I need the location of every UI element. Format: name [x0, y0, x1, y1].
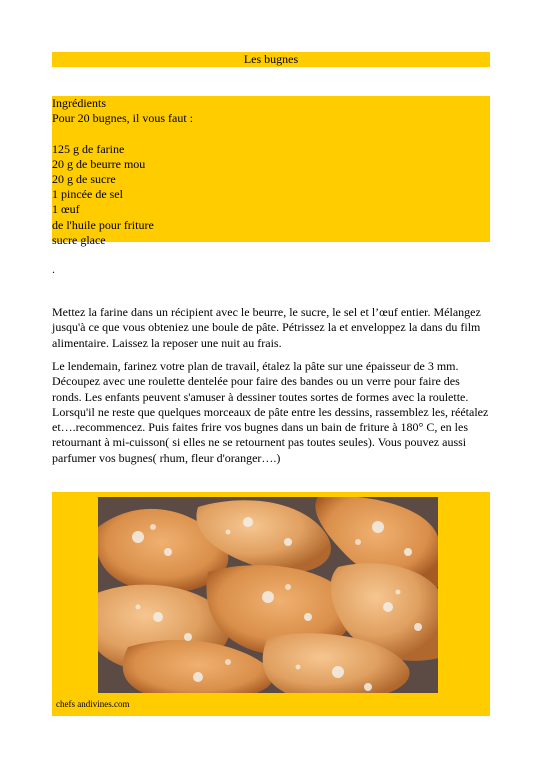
ingredient-item: 1 œuf [52, 202, 80, 217]
document-title: Les bugnes [52, 52, 490, 67]
ingredient-item: sucre glace [52, 232, 106, 247]
ingredients-spacer [52, 126, 490, 141]
ingredients-heading: Ingrédients [52, 96, 106, 110]
instructions-paragraph-2: Le lendemain, farinez votre plan de travail, étalez la pâte sur une épaisseur de 3 mm. Découpez avec une roulette dentelée pour faire des bandes ou un verre pour faire des ronds. Les enfants peuvent s'amuser à dessiner toutes sortes de formes avec la roulette. Lorsqu'il ne reste que quelques morceaux de pâte entre les dessins, rassemblez les, réétalez et….recommencez. Puis faites frire vos bugnes dans un bain de friture à 180° C, en les retournant à mi-cuisson( si elles ne se retournent pas toutes seules). Vous pouvez aussi parfumer vos bugnes( rhum, fleur d'oranger….) [52, 359, 489, 465]
ingredient-item: 125 g de farine [52, 141, 125, 156]
ingredient-item: de l'huile pour friture [52, 217, 154, 232]
ingredient-item: 1 pincée de sel [52, 187, 123, 202]
photo-frame [52, 492, 490, 716]
ingredient-item: 20 g de beurre mou [52, 156, 146, 171]
photo-credit: chefs andivines.com [56, 699, 130, 709]
bugnes-photo [98, 497, 438, 693]
ingredients-section [52, 96, 490, 247]
ingredients-intro: Pour 20 bugnes, il vous faut : [52, 111, 193, 126]
separator-dot: . [52, 262, 55, 276]
ingredient-item: 20 g de sucre [52, 172, 116, 186]
instructions-paragraph-1: Mettez la farine dans un récipient avec le beurre, le sucre, le sel et l’œuf entier. Mélangez jusqu'à ce que vous obteniez une boule de pâte. Pétrissez la et enveloppez la dans du film alimentaire. Laissez la reposer une nuit au frais. [52, 305, 481, 350]
